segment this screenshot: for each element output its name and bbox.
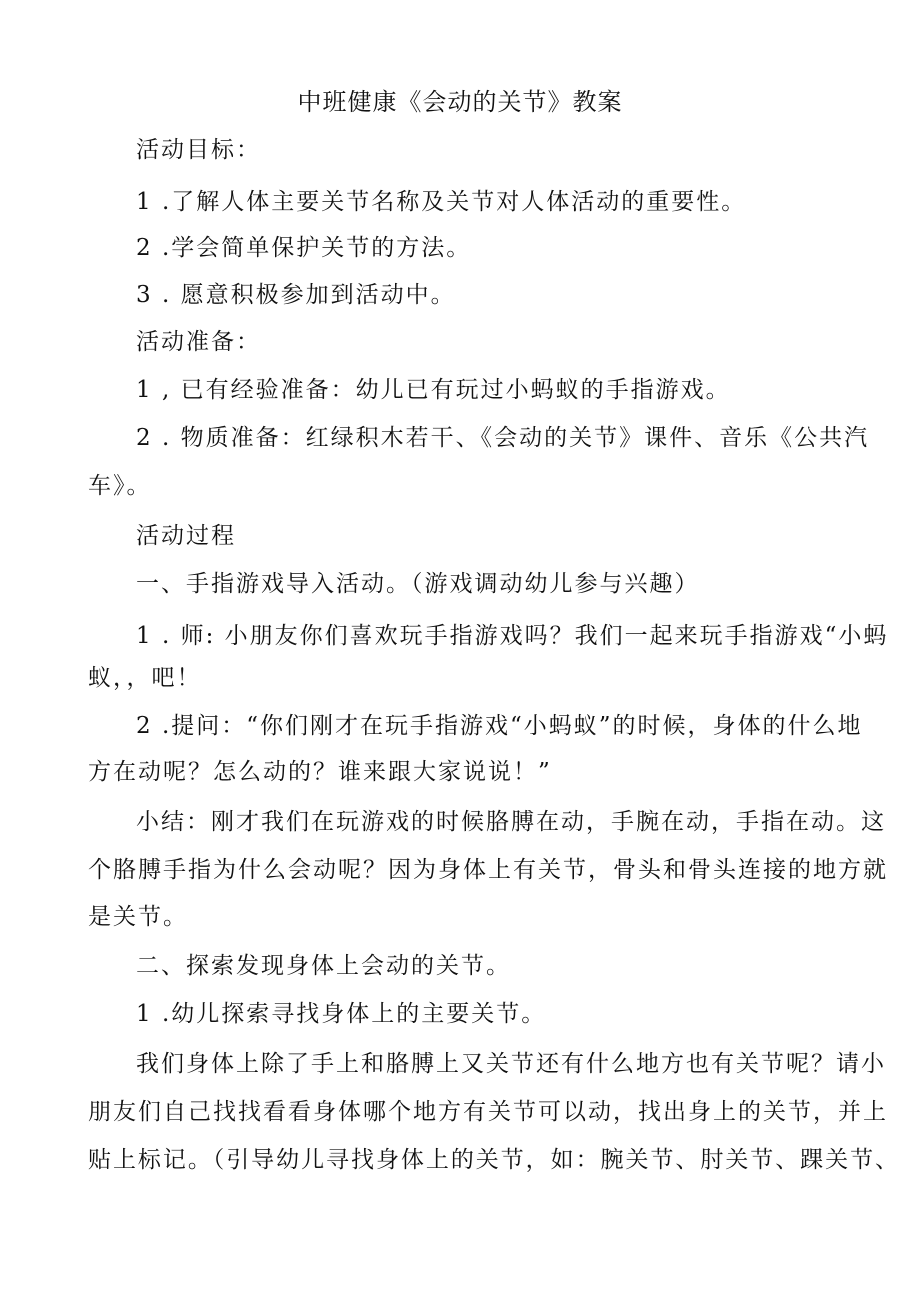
summary-line-1: 小结：刚才我们在玩游戏的时候胳膊在动，手腕在动，手指在动。这 <box>136 809 886 835</box>
process-step-1-item-2-line-2: 方在动呢？怎么动的？谁来跟大家说说！” <box>88 759 552 785</box>
goal-item-2: 2 .学会简单保护关节的方法。 <box>136 235 472 261</box>
summary-line-3: 是关节。 <box>88 904 188 930</box>
section-heading-process: 活动过程 <box>136 523 236 549</box>
preparation-item-2-line-2: 车》。 <box>88 473 152 499</box>
section-heading-goals: 活动目标： <box>136 137 261 163</box>
explore-paragraph-line-1: 我们身体上除了手上和胳膊上又关节还有什么地方也有关节呢？请小 <box>136 1051 886 1077</box>
goal-item-3: 3 . 愿意积极参加到活动中。 <box>136 282 456 308</box>
process-step-2-item-1: 1 .幼儿探索寻找身体上的主要关节。 <box>136 1001 547 1027</box>
summary-line-2: 个胳膊手指为什么会动呢？因为身体上有关节，骨头和骨头连接的地方就 <box>88 857 888 883</box>
explore-paragraph-line-2: 朋友们自己找找看看身体哪个地方有关节可以动，找出身上的关节，并上 <box>88 1099 888 1125</box>
section-heading-preparation: 活动准备： <box>136 329 261 355</box>
preparation-item-1: 1 , 已有经验准备：幼儿已有玩过小蚂蚁的手指游戏。 <box>136 377 731 403</box>
document-title: 中班健康《会动的关节》教案 <box>297 88 623 116</box>
process-step-2-heading: 二、探索发现身体上会动的关节。 <box>136 953 511 979</box>
process-step-1-item-1-line-1: 1 . 师: 小朋友你们喜欢玩手指游戏吗？我们一起来玩手指游戏“小蚂 <box>136 623 889 649</box>
goal-item-1: 1 .了解人体主要关节名称及关节对人体活动的重要性。 <box>136 189 747 215</box>
preparation-item-2-line-1: 2 . 物质准备：红绿积木若干、《会动的关节》课件、音乐《公共汽 <box>136 425 870 451</box>
process-step-1-item-2-line-1: 2 .提问：“你们刚才在玩手指游戏“小蚂蚁”的时候，身体的什么地 <box>136 713 863 739</box>
process-step-1-item-1-line-2: 蚁，，吧！ <box>88 665 202 691</box>
process-step-1-heading: 一、手指游戏导入活动。（游戏调动幼儿参与兴趣） <box>136 571 700 597</box>
explore-paragraph-line-3: 贴上标记。（引导幼儿寻找身体上的关节，如：腕关节、肘关节、踝关节、 <box>88 1147 900 1173</box>
